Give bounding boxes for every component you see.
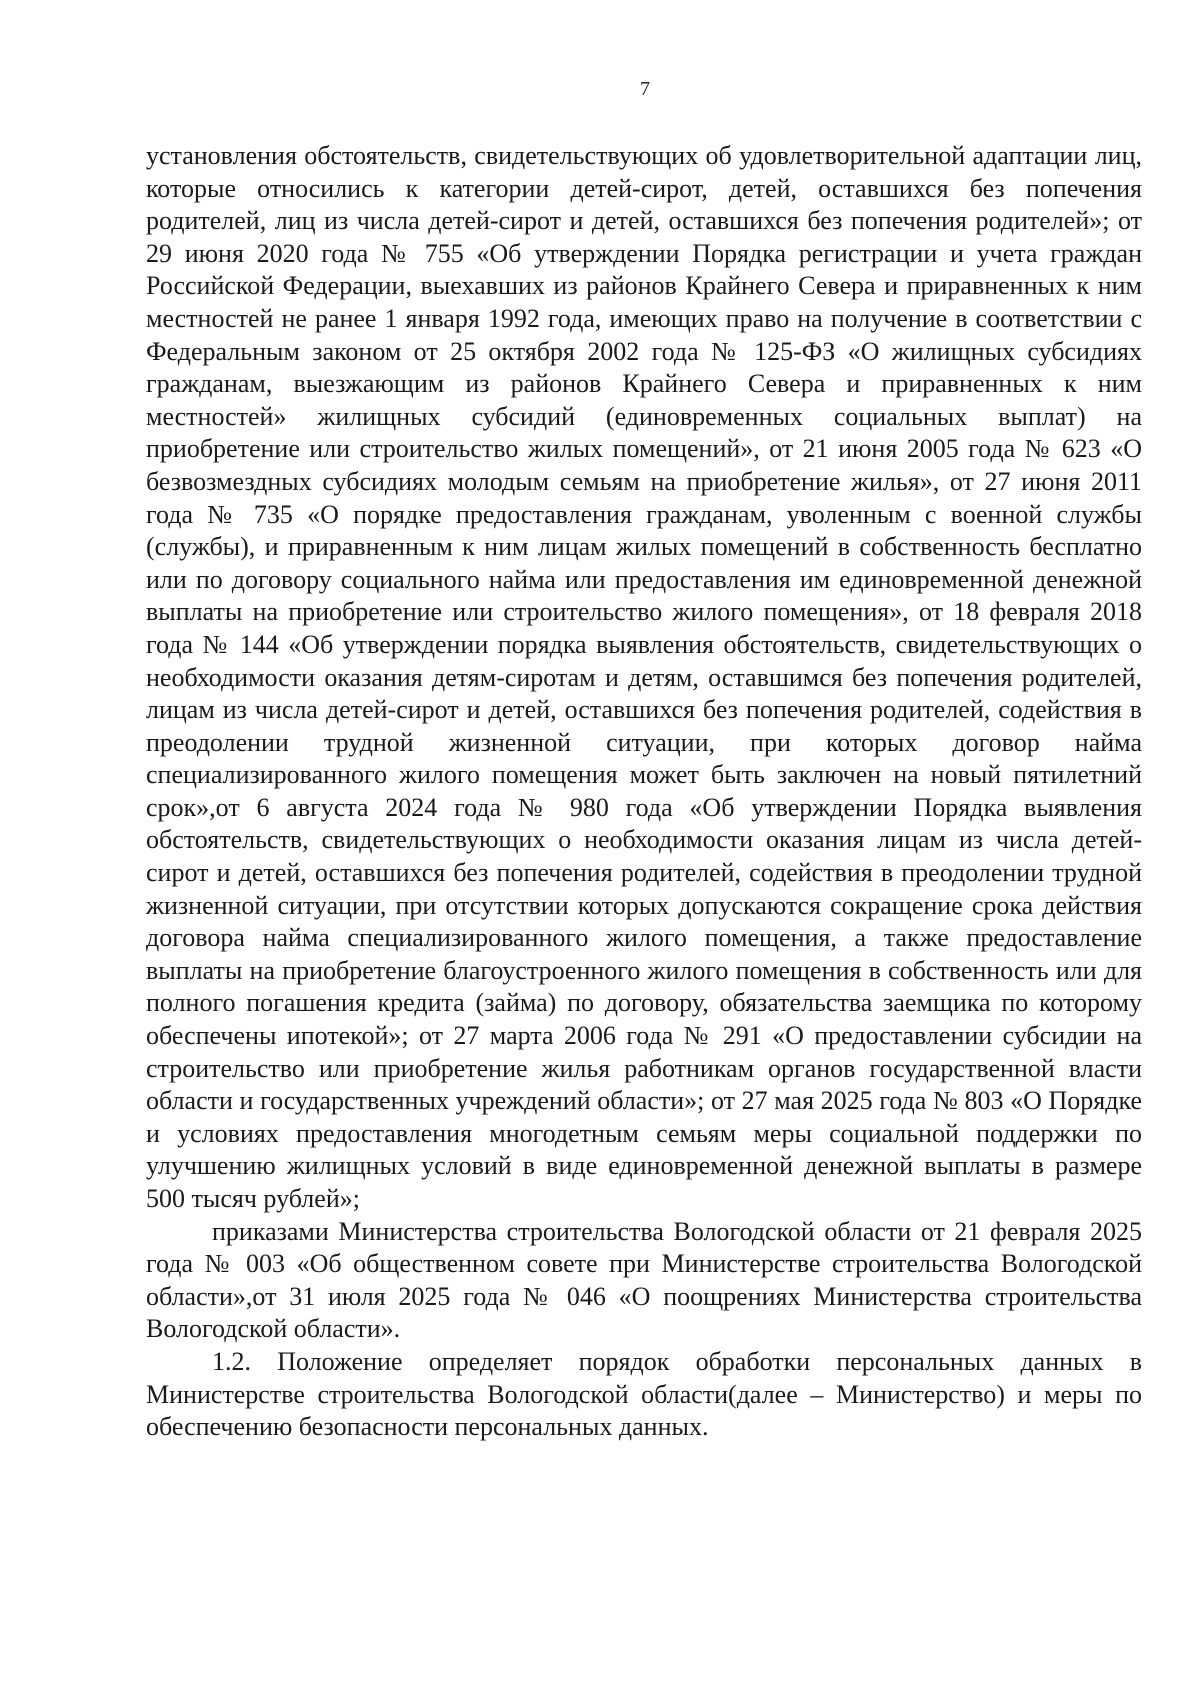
page-number: 7 — [640, 78, 650, 100]
document-body — [146, 140, 1142, 1444]
paragraph-continuation-regulations: установления обстоятельств, свидетельствующих об удовлетворительной адаптации лиц, которые относились к категории детей-сирот, детей, оставшихся без попечения родителей, лиц из числа детей-сирот и детей, оставшихся без попечения родителей»; от 29 июня 2020 года № 755 «Об утверждении Порядка регистрации и учета граждан Российской Федерации, выехавших из районов Крайнего Севера и приравненных к ним местностей не ранее 1 января 1992 года, имеющих право на получение в соответствии с Федеральным законом от 25 октября 2002 года № 125-ФЗ «О жилищных субсидиях гражданам, выезжающим из районов Крайнего Севера и приравненных к ним местностей» жилищных субсидий (единовременных социальных выплат) на приобретение или строительство жилых помещений», от 21 июня 2005 года № 623 «О безвозмездных субсидиях молодым семьям на приобретение жилья», от 27 июня 2011 года № 735 «О порядке предоставления гражданам, уволенным с военной службы (службы), и приравненным к ним лицам жилых помещений в собственность бесплатно или по договору социального найма или предоставления им единовременной денежной выплаты на приобретение или строительство жилого помещения», от 18 февраля 2018 года № 144 «Об утверждении порядка выявления обстоятельств, свидетельствующих о необходимости оказания детям-сиротам и детям, оставшимся без попечения родителей, лицам из числа детей-сирот и детей, оставшихся без попечения родителей, содействия в преодолении трудной жизненной ситуации, при которых договор найма специализированного жилого помещения может быть заключен на новый пятилетний срок»,от 6 августа 2024 года № 980 года «Об утверждении Порядка выявления обстоятельств, свидетельствующих о необходимости оказания лицам из числа детей-сирот и детей, оставшихся без попечения родителей, содействия в преодолении трудной жизненной ситуации, при отсутствии которых допускаются сокращение срока действия договора найма специализированного жилого помещения, а также предоставление выплаты на приобретение благоустроенного жилого помещения в собственность или для полного погашения кредита (займа) по договору, обязательства заемщика по которому обеспечены ипотекой»; от 27 марта 2006 года № 291 «О предоставлении субсидии на строительство или приобретение жилья работникам органов государственной власти области и государственных учреждений области»; от 27 мая 2025 года № 803 «О Порядке и условиях предоставления многодетным семьям меры социальной поддержки по улучшению жилищных условий в виде единовременной денежной выплаты в размере 500 тысяч рублей»; — [146, 141, 1142, 1213]
paragraph-section-1-2: 1.2. Положение определяет порядок обработки персональных данных в Министерстве строительства Вологодской области(далее – Министерство) и меры по обеспечению безопасности персональных данных. — [146, 1346, 1142, 1442]
paragraph-ministry-orders: приказами Министерства строительства Вологодской области от 21 февраля 2025 года № 003 «Об общественном совете при Министерстве строительства Вологодской области»,от 31 июля 2025 года № 046 «О поощрениях Министерства строительства Вологодской области». — [146, 1216, 1142, 1344]
